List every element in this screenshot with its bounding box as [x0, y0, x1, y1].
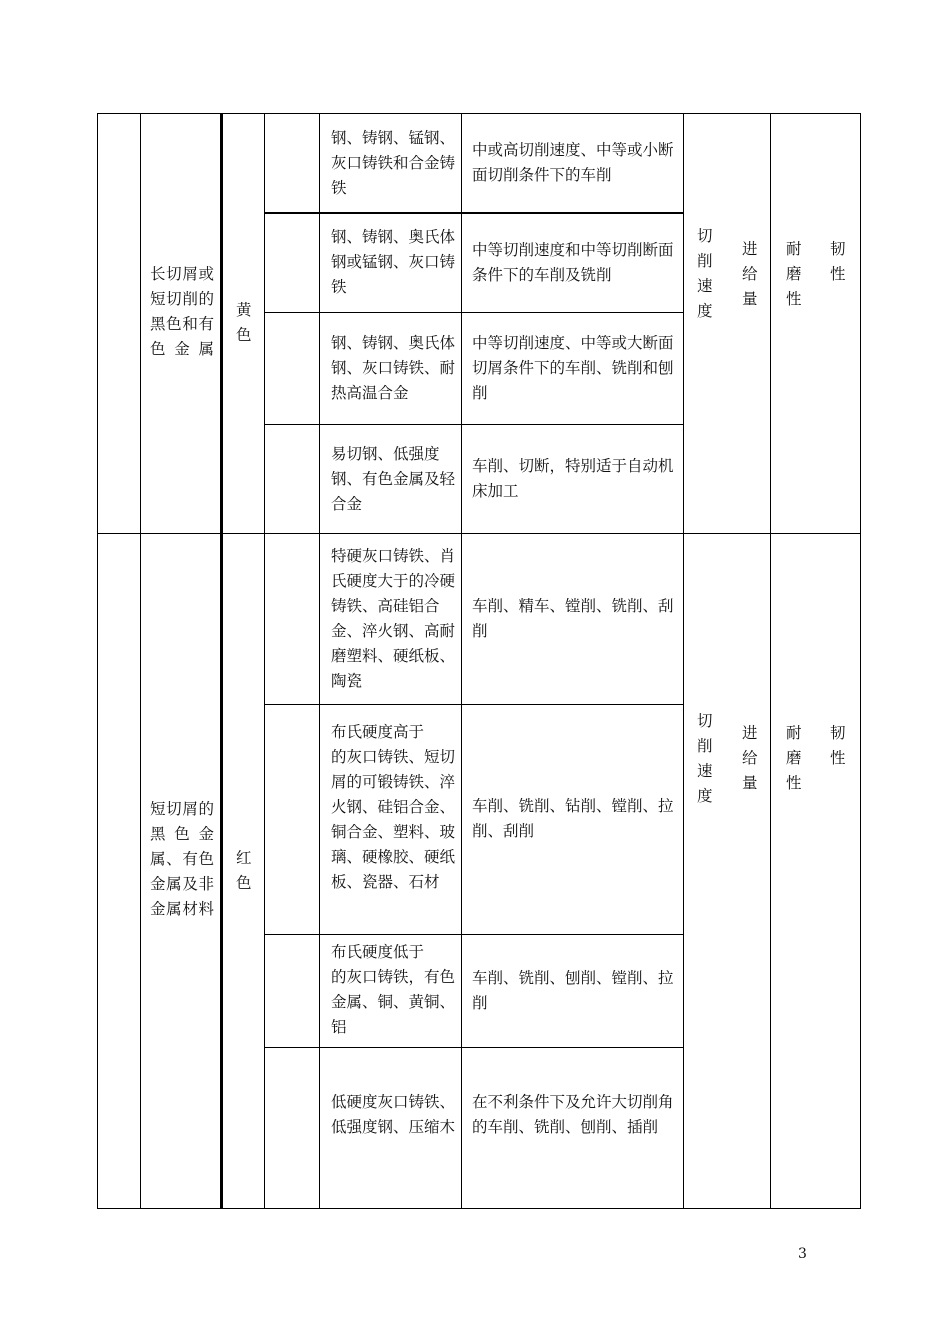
color-label-cell: 黄色 — [236, 301, 252, 344]
application-cell: 中等切削速度和中等切削断面条件下的车削及铣削 — [472, 241, 674, 284]
materials-cell: 特硬灰口铸铁、肖氏硬度大于的冷硬铸铁、高硅铝合金、淬火钢、高耐磨塑料、硬纸板、陶瓷 — [331, 547, 456, 690]
materials-cell: 钢、铸钢、奥氏体钢、灰口铸铁、耐热高温合金 — [331, 334, 456, 402]
direction-cutting-speed: 切削速度 — [697, 712, 713, 805]
materials-cell: 钢、铸钢、奥氏体钢或锰钢、灰口铸铁 — [331, 228, 456, 296]
direction-toughness: 韧性 — [830, 724, 846, 767]
direction-feed: 进给量 — [742, 724, 758, 792]
direction-toughness: 韧性 — [830, 240, 846, 283]
direction-cutting-speed: 切削速度 — [697, 227, 713, 320]
materials-cell: 布氏硬度低于 的灰口铸铁，有色金属、铜、黄铜、铝 — [331, 943, 456, 1036]
direction-wear-resistance: 耐磨性 — [786, 724, 802, 792]
application-cell: 在不利条件下及允许大切削角的车削、铣削、刨削、插削 — [472, 1093, 674, 1136]
page-number: 3 — [798, 1246, 807, 1262]
color-label-cell: 红色 — [236, 849, 252, 892]
materials-cell: 布氏硬度高于 的灰口铸铁、短切屑的可锻铸铁、淬火钢、硅铝合金、铜合金、塑料、玻璃、硬橡胶、硬纸板、瓷器、石材 — [331, 723, 456, 891]
materials-cell: 低硬度灰口铸铁、低强度钢、压缩木 — [331, 1093, 456, 1136]
application-cell: 中或高切削速度、中等或小断面切削条件下的车削 — [472, 141, 674, 184]
application-cell: 车削、精车、镗削、铣削、刮削 — [472, 597, 674, 640]
application-cell: 中等切削速度、中等或大断面切屑条件下的车削、铣削和刨削 — [472, 334, 674, 402]
application-cell: 车削、铣削、刨削、镗削、拉削 — [472, 969, 674, 1012]
direction-wear-resistance: 耐磨性 — [786, 240, 802, 308]
application-cell: 车削、切断，特别适于自动机床加工 — [472, 457, 674, 500]
materials-cell: 易切钢、低强度钢、有色金属及轻合金 — [331, 445, 456, 513]
application-cell: 车削、铣削、钻削、镗削、拉削、刮削 — [472, 797, 674, 840]
direction-feed: 进给量 — [742, 240, 758, 308]
material-group-cell: 长切屑或短切削的黑色和有色金属 — [150, 265, 214, 358]
materials-cell: 钢、铸钢、锰钢、灰口铸铁和合金铸铁 — [331, 129, 456, 197]
material-group-cell: 短切屑的黑色金属、有色金属及非金属材料 — [150, 800, 214, 918]
